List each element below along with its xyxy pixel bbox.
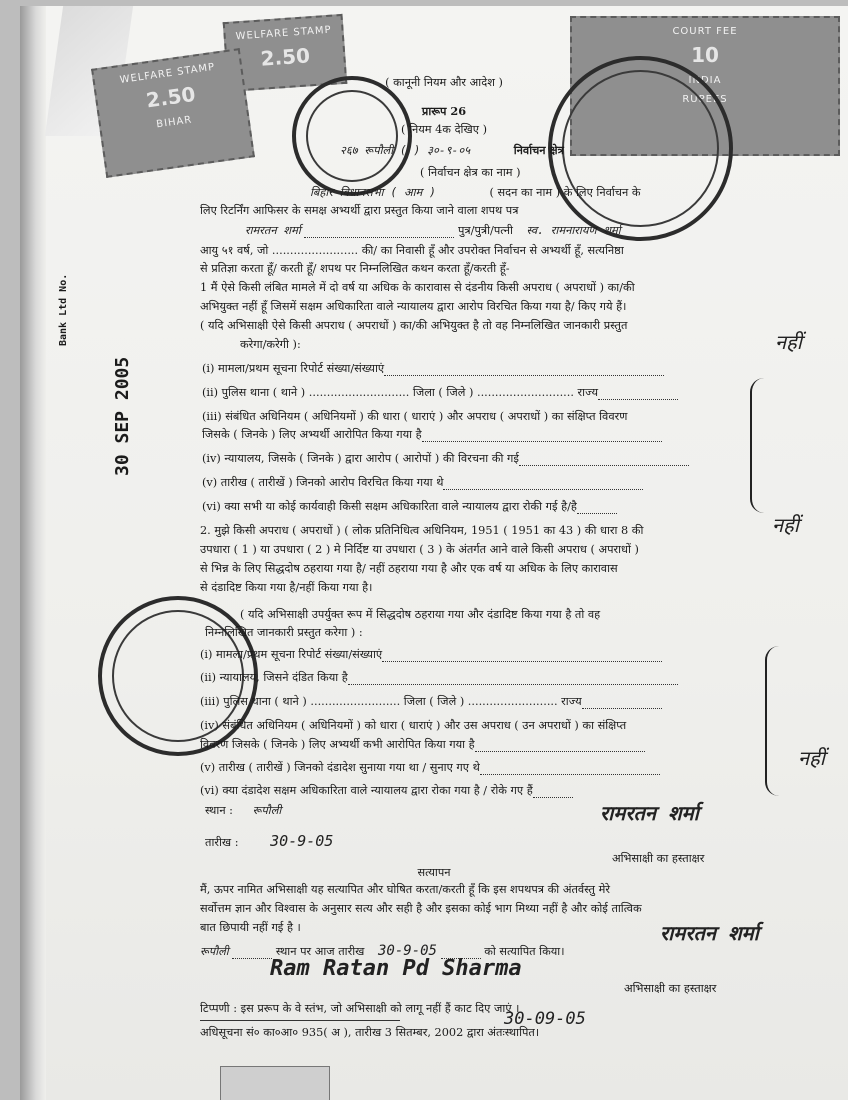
verification-line-3: बात छिपायी नहीं गई है ।	[200, 921, 301, 934]
para1-item: (vi) क्या सभी या कोई कार्यवाही किसी सक्षम अधिकारिता वाले न्यायालय द्वारा रोकी गई है/है	[202, 500, 848, 514]
verification-line-2: सर्वोत्तम ज्ञान और विश्वास के अनुसार सत्य और सही है और इसका कोई भाग मिथ्या नहीं है और कोई तात्विक	[200, 902, 642, 915]
date-line: तारीख : 30-9-05	[205, 832, 334, 850]
para2-line-3: से भिन्न के लिए सिद्धदोष ठहराया गया है/ नहीं ठहराया गया है और एक वर्ष या अधिक के लिए कारावास	[200, 562, 618, 575]
verification-line-1: मैं, ऊपर नामित अभिसाक्षी यह सत्यापित और घोषित करता/करती हूँ कि इस शपथपत्र की अंतर्वस्तु मेरे	[200, 883, 610, 896]
hand-constituency: २६७ रूपौली ( ) ३०-९-०५	[340, 144, 471, 157]
margin-note-2: नहीं	[772, 513, 799, 537]
para1-line-3: ( यदि अभिसाक्षी ऐसे किसी अपराध ( अपराधों ) का/की अभियुक्त है तो वह निम्नलिखित जानकारी प्रस्तुत	[200, 319, 628, 332]
hand-date: 30-9-05	[270, 832, 334, 850]
rule-reference: ( नियम 4क देखिए )	[401, 123, 487, 136]
verification-line-4: रूपौली स्थान पर आज तारीख 30-9-05 को सत्यापित किया।	[200, 943, 565, 959]
hand-date-2: 30-9-05	[377, 943, 437, 959]
para1-item: (v) तारीख ( तारीखें ) जिनको आरोप विरचित किया गया थे	[202, 476, 848, 490]
footer-notification: अधिसूचना सं० का०आ० 935( अ ), तारीख 3 सितम्बर, 2002 द्वारा अंतःस्थापित।	[200, 1026, 540, 1039]
margin-note-1: नहीं	[775, 330, 802, 354]
para1-item: (ii) पुलिस थाना ( थाने ) ............................ जिला ( जिले ) ........................... राज्य	[202, 386, 848, 400]
para2-item: विवरण जिसके ( जिनके ) लिए अभ्यर्थी कभी आरोपित किया गया है	[200, 738, 848, 752]
para1-item: (iii) संबंधित अधिनियम ( अधिनियमों ) की धारा ( धाराएं ) और अपराध ( अपराधों ) का संक्षिप्त विवरण	[202, 410, 628, 423]
para2-item: (i) मामला/प्रथम सूचना रिपोर्ट संख्या/संख्याएं	[200, 648, 848, 662]
para1-line-1: 1 मैं ऐसे किसी लंबित मामले में दो वर्ष या अधिक के कारावास से दंडनीय किसी अपराध ( अपराधों ) का/की	[200, 281, 635, 294]
footer-rule	[200, 1020, 400, 1021]
hand-place-2: रूपौली	[200, 945, 229, 958]
signature-label: अभिसाक्षी का हस्ताक्षर	[612, 852, 705, 865]
para2-item: (vi) क्या दंडादेश सक्षम अधिकारिता वाले न्यायालय द्वारा रोका गया है / रोके गए हैं	[200, 784, 848, 798]
hand-house: बिहार विधानसभा ( आम )	[310, 186, 436, 199]
intro-line-3: रामरतन शर्मा पुत्र/पुत्री/पत्नी स्व. रामनारायण शर्मा	[245, 224, 621, 237]
intro-line-5: से प्रतिज्ञा करता हूँ/ करती हूँ/ शपथ पर निम्नलिखित कथन करता हूँ/करती हूँ-	[200, 262, 510, 275]
intro-line-2: लिए रिटर्निंग आफिसर के समक्ष अभ्यर्थी द्वारा प्रस्तुत किया जाने वाला शपथ पत्र	[200, 204, 519, 217]
intro-line-4: आयु ५१ वर्ष, जो ........................ की/ का निवासी हूँ और उपरोक्त निर्वाचन से अभ्यर्थी हूँ, सत्यनिष्ठा	[200, 244, 624, 257]
bottom-partial-stamp	[220, 1066, 330, 1100]
para2-line-5: ( यदि अभिसाक्षी उपर्युक्त रूप में सिद्धदोष ठहराया गया और दंडादिष्ट किया गया है तो वह	[240, 608, 601, 621]
signature-affiant: रामरतन शर्मा	[600, 801, 699, 825]
law-line: ( कानूनी नियम और आदेश )	[385, 76, 503, 89]
affidavit-page	[20, 6, 848, 1100]
para1-item: (iv) न्यायालय, जिसके ( जिनके ) द्वारा आरोप ( आरोपों ) की विरचना की गई	[202, 452, 848, 466]
para1-line-2: अभियुक्त नहीं हूँ जिसमें सक्षम अधिकारिता वाले न्यायालय द्वारा आरोप विरचित किया गया है/ किए गये हैं।	[200, 300, 627, 313]
form-number: प्रारूप 26	[421, 104, 467, 118]
para2-item: (v) तारीख ( तारीखें ) जिनको दंडादेश सुनाया गया था / सुनाए गए थे	[200, 761, 848, 775]
para2-line-6: निम्नलिखित जानकारी प्रस्तुत करेगा ) :	[205, 626, 363, 639]
intro-line-1: बिहार विधानसभा ( आम ) ( सदन का नाम ) के लिए निर्वाचन के	[310, 186, 641, 199]
hand-father: स्व. रामनारायण शर्मा	[526, 224, 621, 237]
para2-line-2: उपधारा ( 1 ) या उपधारा ( 2 ) मे निर्दिष्ट या उपधारा ( 3 ) के अंतर्गत आने वाले किसी अपराध ( अपराधों )	[200, 543, 639, 556]
welfare-stamp-left: WELFARE STAMP 2.50 BIHAR	[91, 48, 255, 178]
hand-date-footer: 30-09-05	[504, 1009, 586, 1029]
verification-title: सत्यापन	[417, 866, 451, 879]
date-stamp-vertical: 30 SEP 2005	[112, 356, 133, 476]
constituency-line: २६७ रूपौली ( ) ३०-९-०५ निर्वाचन क्षेत्र	[340, 143, 564, 157]
signature-verification: रामरतन शर्मा	[660, 921, 759, 945]
court-fee-stamp: COURT FEE 10 INDIA RUPEES	[570, 16, 840, 156]
paper-edge	[20, 6, 46, 1100]
para2-item: (iv) संबंधित अधिनियम ( अधिनियमों ) को धारा ( धाराएं ) और उस अपराध ( उन अपराधों ) का संक्षिप्त	[200, 719, 627, 732]
brace-1	[750, 378, 766, 513]
para1-line-4: करेगा/करेगी ):	[240, 338, 301, 351]
welfare-stamp-top: WELFARE STAMP 2.50	[223, 14, 348, 92]
para2-item: (ii) न्यायालय, जिसने दंडित किया है	[200, 671, 848, 685]
constituency-name-label: ( निर्वाचन क्षेत्र का नाम )	[420, 166, 521, 179]
bank-ref-stamp: Bank Ltd No.	[58, 273, 69, 346]
para2-line-4: से दंडादिष्ट किया गया है/नहीं किया गया है।	[200, 581, 373, 594]
margin-note-3: नहीं	[798, 746, 825, 770]
para2-line-1: 2. मुझे किसी अपराध ( अपराधों ) ( लोक प्रतिनिधित्व अधिनियम, 1951 ( 1951 का 43 ) की धारा 8 की	[200, 524, 644, 537]
para2-item: (iii) पुलिस थाना ( थाने ) ......................... जिला ( जिले ) ......................... राज्य	[200, 695, 848, 709]
english-signature: Ram Ratan Pd Sharma	[270, 956, 522, 981]
para1-item: जिसके ( जिनके ) लिए अभ्यर्थी आरोपित किया गया है	[202, 428, 848, 442]
hand-name: रामरतन शर्मा	[245, 224, 301, 237]
hand-place: रूपौली	[252, 804, 282, 817]
footer-note: टिप्पणी : इस प्ररूप के वे स्तंभ, जो अभिसाक्षी को लागू नहीं हैं काट दिए जाएं ।	[200, 1002, 520, 1015]
brace-2	[765, 646, 781, 796]
para1-item: (i) मामला/प्रथम सूचना रिपोर्ट संख्या/संख्याएं	[202, 362, 848, 376]
signature-label-2: अभिसाक्षी का हस्ताक्षर	[624, 982, 717, 995]
place-line: स्थान : रूपौली	[205, 804, 282, 817]
